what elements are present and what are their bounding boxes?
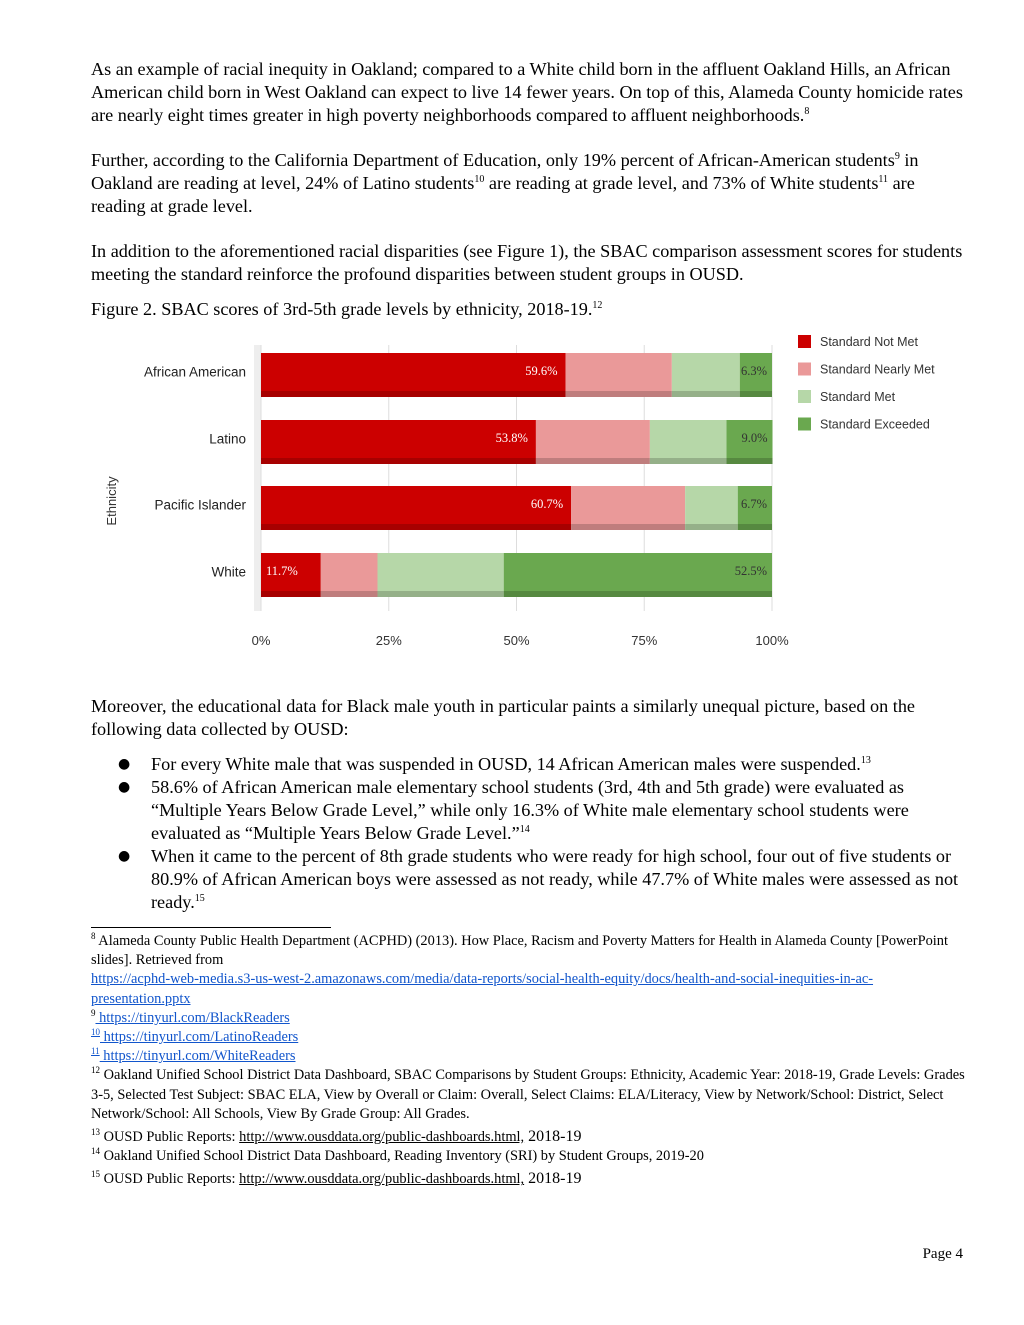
- bullet-dot: ●: [118, 779, 131, 795]
- category-label: White: [211, 564, 246, 580]
- figure-caption: [91, 298, 971, 321]
- bar-segment: [378, 553, 504, 597]
- caption-text: Figure 2. SBAC scores of 3rd-5th grade levels by ethnicity, 2018-19.: [91, 299, 593, 319]
- paragraph-text: As an example of racial inequity in Oakland; compared to a White child born in the affluent Oakland Hills, an African American child born in West Oakland can expect to live 14 fewer years. On top of this, Alameda County homicide rates are nearly eight times greater in high poverty neighborhoods compared to affluent neighborhoods.: [91, 59, 963, 125]
- paragraph-sbac: In addition to the aforementioned racial disparities (see Figure 1), the SBAC comparison assessment scores for students meeting the standard reinforce the profound disparities between student groups in OUSD.: [91, 241, 963, 284]
- bar-segment-shade: [672, 391, 740, 397]
- footnote-ref[interactable]: 11: [878, 173, 889, 185]
- footnote-12: $^{12}$ Oakland Unified School District Data Dashboard, SBAC Comparisons by Student Groups: Ethnicity, Academic Year: 2018-19, Grade Levels: Grades 3-5, Selected Test Subject: SBAC ELA, View by Overall or Claim: Overall, Select Claims: ELA/Literacy, View by Network/School: District, Select Network/School: All Schools, View By Grade Group: All Grades.: [91, 1065, 965, 1122]
- data-label: 59.6%: [525, 363, 558, 378]
- bullet-text: When it came to the percent of 8th grade students who were ready for high school, four out of five students or 80.9% of African American boys were assessed as not ready, while 47.7% of White males were assessed as not ready.: [151, 846, 959, 912]
- bar-segment: [650, 420, 727, 464]
- footnote-13: $^{13}$ OUSD Public Reports: http://www.ousddata.org/public-dashboards.html, 2018-19: [91, 1127, 582, 1146]
- bar-segment-shade: [261, 458, 536, 464]
- category-label: Latino: [209, 431, 246, 447]
- bar-segment-shade: [321, 591, 378, 597]
- footnote-link[interactable]: https://tinyurl.com/LatinoReaders: [100, 1029, 299, 1046]
- footnote-link[interactable]: https://tinyurl.com/WhiteReaders: [99, 1048, 296, 1065]
- paragraph-text: are reading at grade level, and 73% of White students: [484, 173, 879, 193]
- bar-segment: [571, 486, 685, 530]
- sbac-chart: [86, 331, 986, 667]
- x-tick-label: 0%: [251, 633, 271, 648]
- footnote-15: $^{15}$ OUSD Public Reports: http://www.ousddata.org/public-dashboards.html, 2018-19: [91, 1169, 582, 1188]
- bar-segment-shade: [261, 524, 571, 530]
- bar-segment-shade: [566, 391, 672, 397]
- footnote-link[interactable]: http://www.ousddata.org/public-dashboards.html,: [239, 1129, 525, 1146]
- x-tick-label: 100%: [755, 633, 789, 648]
- footnote-ref[interactable]: 8: [804, 105, 810, 117]
- bar-segment-shade: [738, 524, 772, 530]
- data-label: 11.7%: [266, 563, 298, 578]
- bar-segment-shade: [378, 591, 504, 597]
- category-label: Pacific Islander: [154, 497, 246, 513]
- bar-segment-shade: [504, 591, 772, 597]
- legend-label: Standard Met: [820, 390, 896, 404]
- legend-swatch: [798, 335, 811, 348]
- footnote-ref[interactable]: 9: [894, 150, 900, 162]
- data-label: 52.5%: [734, 563, 767, 578]
- footnote-ref[interactable]: 15: [194, 892, 205, 904]
- footnote-8: $^8$ Alameda County Public Health Department (ACPHD) (2013). How Place, Racism and Poverty Matters for Health in Alameda County [PowerPoint slides]. Retrieved from https://acphd-web-media.s3-us-west-2.amazonaws.com/media/data-reports/social-health-equity/docs/health-and-social-inequities-in-ac-presentation.pptx: [91, 931, 948, 1007]
- category-label: African American: [143, 364, 246, 380]
- chart-legend: [798, 335, 935, 432]
- legend-swatch: [798, 363, 811, 376]
- footnote-ref[interactable]: 14: [519, 823, 530, 835]
- footnote-ref[interactable]: 12: [592, 299, 603, 311]
- bar-segment: [261, 486, 571, 530]
- footnote-9: $^9$ https://tinyurl.com/BlackReaders: [91, 1008, 290, 1026]
- footnote-10: $^{10}$ https://tinyurl.com/LatinoReaders: [91, 1027, 299, 1046]
- footnote-11: $^{11}$ https://tinyurl.com/WhiteReaders: [91, 1046, 296, 1065]
- bullet-dot: ●: [118, 848, 131, 864]
- paragraph-text: Further, according to the California Department of Education, only 19% percent of African-American students: [91, 150, 895, 170]
- footnote-14: $^{14}$ Oakland Unified School District Data Dashboard, Reading Inventory (SRI) by Student Groups, 2019-20: [91, 1146, 704, 1165]
- bar-segment-shade: [261, 391, 566, 397]
- chart-x-ticks: [252, 633, 789, 648]
- bullet-text: 58.6% of African American male elementary school students (3rd, 4th and 5th grade) were evaluated as “Multiple Years Below Grade Level,” while only 16.3% of White male elementary school students were evaluated as “Multiple Years Below Grade Level.”: [151, 777, 909, 843]
- data-label: 9.0%: [741, 430, 768, 445]
- paragraph-text: in Oakland are reading at level, 24% of Latino students: [91, 150, 919, 193]
- bar-segment: [504, 553, 772, 597]
- page-number: Page 4: [922, 1246, 963, 1262]
- x-tick-label: 75%: [631, 633, 658, 648]
- bar-segment-shade: [571, 524, 685, 530]
- data-label: 53.8%: [495, 430, 528, 445]
- document-page: [91, 58, 971, 1190]
- footnote-link[interactable]: https://tinyurl.com/BlackReaders: [95, 1009, 290, 1026]
- paragraph-reading-levels: [91, 149, 971, 218]
- data-label: 6.3%: [740, 363, 767, 378]
- legend-label: Standard Not Met: [820, 335, 918, 349]
- legend-swatch: [798, 418, 811, 431]
- bar-segment: [685, 486, 738, 530]
- bar-segment-shade: [261, 591, 321, 597]
- footnote-link[interactable]: https://acphd-web-media.s3-us-west-2.amazonaws.com/media/data-reports/social-health-equity/docs/health-and-social-inequities-in-ac-presentation.pptx: [91, 971, 874, 1007]
- paragraph-life-expectancy: [91, 58, 971, 127]
- chart-plot-shadow: [254, 345, 261, 611]
- footnotes: [91, 932, 971, 1190]
- chart-category-labels: [144, 365, 247, 580]
- footnote-link[interactable]: http://www.ousddata.org/public-dashboards.html,: [239, 1171, 525, 1188]
- paragraph-text: are reading at grade level.: [91, 173, 915, 216]
- bullet-list: [91, 753, 971, 914]
- paragraph-black-male-youth: Moreover, the educational data for Black male youth in particular paints a similarly unequal picture, based on the following data collected by OUSD:: [91, 696, 915, 739]
- bullet-item: [91, 776, 971, 845]
- bar-segment: [566, 353, 672, 397]
- bar-segment-shade: [685, 524, 738, 530]
- bar-segment: [672, 353, 740, 397]
- bullet-dot: ●: [118, 756, 131, 772]
- bar-segment-shade: [727, 458, 773, 464]
- data-label: 6.7%: [740, 496, 767, 511]
- chart-svg: [86, 331, 986, 667]
- y-axis-label: Ethnicity: [104, 476, 119, 526]
- legend-swatch: [798, 390, 811, 403]
- bar-segment-shade: [650, 458, 727, 464]
- bar-segment-shade: [740, 391, 772, 397]
- bar-segment-shade: [536, 458, 650, 464]
- footnote-ref[interactable]: 13: [860, 754, 871, 766]
- footnote-separator: [91, 927, 331, 928]
- bullet-item: [91, 845, 971, 914]
- bullet-text: For every White male that was suspended in OUSD, 14 African American males were suspended.: [151, 754, 861, 774]
- bar-segment: [261, 353, 566, 397]
- x-tick-label: 25%: [375, 633, 402, 648]
- bullet-item: [91, 753, 971, 776]
- footnote-ref[interactable]: 10: [474, 173, 485, 185]
- x-tick-label: 50%: [503, 633, 530, 648]
- bar-segment: [321, 553, 378, 597]
- data-label: 60.7%: [530, 496, 564, 511]
- bar-segment: [536, 420, 650, 464]
- legend-label: Standard Nearly Met: [820, 362, 935, 377]
- legend-label: Standard Exceeded: [820, 417, 930, 432]
